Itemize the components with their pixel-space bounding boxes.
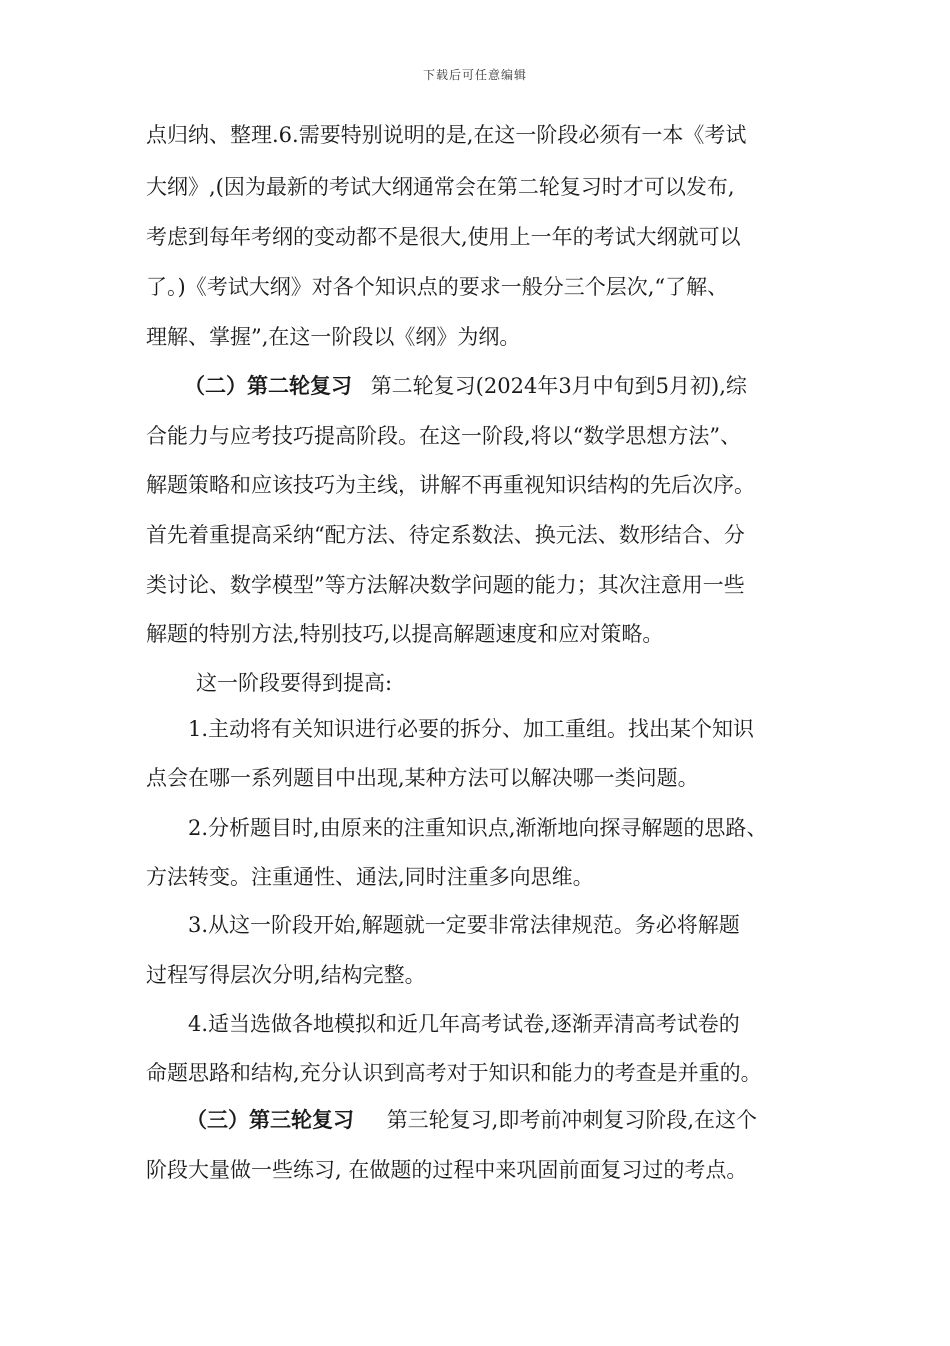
section-heading-third-round: （三）第三轮复习 <box>186 1107 354 1132</box>
paragraph-line: 解题的特别方法,特别技巧,以提高解题速度和应对策略。 <box>146 622 664 646</box>
list-item: 2.分析题目时,由原来的注重知识点,渐渐地向探寻解题的思路、 <box>188 816 768 840</box>
paragraph-line: 点归纳、整理.6.需要特别说明的是,在这一阶段必须有一本《考试 <box>146 123 747 147</box>
paragraph-line: 过程写得层次分明,结构完整。 <box>146 963 426 987</box>
third-round-paragraph <box>186 1107 757 1133</box>
paragraph-line: 命题思路和结构,充分认识到高考对于知识和能力的考查是并重的。 <box>146 1061 762 1085</box>
paragraph-line: 首先着重提高采纳“配方法、待定系数法、换元法、数形结合、分 <box>146 523 745 547</box>
paragraph-line: 方法转变。注重通性、通法,同时注重多向思维。 <box>146 865 594 889</box>
paragraph-line: 理解、掌握”,在这一阶段以《纲》为纲。 <box>146 325 521 349</box>
list-item: 4.适当选做各地模拟和近几年高考试卷,逐渐弄清高考试卷的 <box>188 1012 740 1036</box>
list-item: 1.主动将有关知识进行必要的拆分、加工重组。找出某个知识 <box>188 717 755 741</box>
paragraph-line: 点会在哪一系列题目中出现,某种方法可以解决哪一类问题。 <box>146 766 699 790</box>
page-header: 下载后可任意编辑 <box>422 68 527 82</box>
paragraph-line: 解题策略和应该技巧为主线，讲解不再重视知识结构的先后次序。 <box>146 473 755 497</box>
list-item: 3.从这一阶段开始,解题就一定要非常法律规范。务必将解题 <box>188 913 740 937</box>
paragraph-line: 第三轮复习,即考前冲刺复习阶段,在这个 <box>386 1108 758 1132</box>
paragraph-line: 这一阶段要得到提高: <box>196 671 393 695</box>
second-round-paragraph <box>184 373 747 399</box>
paragraph-line: 考虑到每年考纲的变动都不是很大,使用上一年的考试大纲就可以 <box>146 225 741 249</box>
paragraph-line: 合能力与应考技巧提高阶段。在这一阶段,将以“数学思想方法”、 <box>146 424 742 448</box>
section-heading-second-round: （二）第二轮复习 <box>184 373 352 398</box>
paragraph-line: 阶段大量做一些练习, 在做题的过程中来巩固前面复习过的考点。 <box>146 1158 748 1182</box>
paragraph-line: 类讨论、数学模型”等方法解决数学问题的能力；其次注意用一些 <box>146 573 745 597</box>
paragraph-line: 大纲》,(因为最新的考试大纲通常会在第二轮复习时才可以发布, <box>146 175 735 199</box>
paragraph-line: 了。)《考试大纲》对各个知识点的要求一般分三个层次,“了解、 <box>146 275 729 299</box>
paragraph-line: 第二轮复习(2024年3月中旬到5月初),综 <box>370 374 747 398</box>
